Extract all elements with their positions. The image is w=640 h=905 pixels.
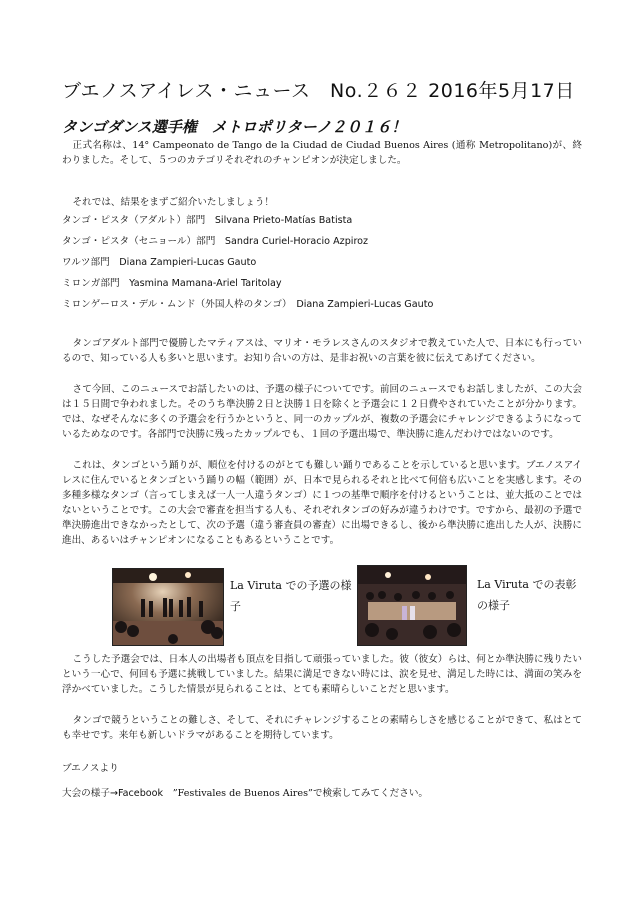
footer-text-a: 大会の様子→Facebook [62,788,173,799]
results-lead: それでは、結果をまずご紹介いたしましょう！ [72,197,275,208]
headline: タンゴダンス選手権 メトロポリターノ２０１６！ [62,118,407,136]
footer-text-c: で検索してみてください。 [312,788,429,799]
award-ceremony-photo [357,565,467,646]
paragraph-closing: タンゴで競うということの難しさ、そして、それにチャレンジすることの素晴らしさを感じることができて、私はとても幸せです。来年も新しいドラマがあることを期待しています。 [62,715,582,741]
result-item: ワルツ部門 Diana Zampieri-Lucas Gauto [62,257,257,268]
result-item: タンゴ・ピスタ（アダルト）部門 Silvana Prieto-Matías Batista [62,215,353,226]
photo-caption: La Viruta での予選の様子 [230,579,352,613]
paragraph-preliminaries: さて今回、このニュースでお話したいのは、予選の様子についてです。前回のニュースでもお話しましたが、この大会は１５日間で争われました。そのうち準決勝２日と決勝１日を除くと予選会に１２日費やされていたことが分かります。では、なぜそんなに多くの予選会を行うかというと、同一のカップルが、複数の予選会にチャレンジできるようになっているためなのです。各部門で決勝に残ったカップルでも、１回の予選出場で、準決勝に進んだわけではないのです。 [62,384,582,440]
result-item: ミロンガ部門 Yasmina Mamana-Ariel Taritolay [62,278,282,289]
paragraph-winner: タンゴアダルト部門で優勝したマティアスは、マリオ・モラレスさんのスタジオで教えていた人で、日本にも行っているので、知っている人も多いと思います。お知り合いの方は、是非お祝いの言葉を彼に伝えてあげてください。 [62,338,582,364]
facebook-note [62,785,428,799]
results-list [62,214,433,319]
paragraph-japanese-dancers: こうした予選会では、日本人の出場者も頂点を目指して頑張っていました。彼（彼女）らは、何とか準決勝に残りたいという一心で、何回も予選に挑戦していました。結果に満足できない時には、涙を見せ、満足した時には、満面の笑みを浮かべていました。こうした情景が見られることは、とても素晴らしいことだと思います。 [62,654,582,695]
paragraph-judging: これは、タンゴという踊りが、順位を付けるのがとても難しい踊りであることを示していると思います。ブエノスアイレスに住んでいるとタンゴという踊りの幅（範囲）が、日本で見られるそれと比べて何倍も広いことを実感します。その多種多様なタンゴ（言ってしまえば一人一人違うタンゴ）に１つの基準で順序を付けるということは、並大抵のことではないということです。この大会で審査を担当する人も、それぞれタンゴの好みが違うわけです。ですから、最初の予選で準決勝進出できなかったとして、次の予選（違う審査員の審査）に出場できるし、後から準決勝に進出した人が、決勝に進出、あるいはチャンピオンになることもあるということです。 [62,460,582,546]
facebook-page-name: ”Festivales de Buenos Aires” [172,788,313,799]
intro-text-c: が、終わりました。そして、５つのカテゴリそれぞれのチャンピオンが決定しました。 [62,140,583,166]
intro-paragraph [62,138,582,168]
result-item: ミロンゲーロス・デル・ムンド（外国人枠のタンゴ） Diana Zampieri-Lucas Gauto [62,299,434,310]
masthead: ブエノスアイレス・ニュース No.２６２ 2016年5月17日 [62,80,575,102]
preliminary-photo [112,568,224,646]
result-item: タンゴ・ピスタ（セニョール）部門 Sandra Curiel-Horacio Azpiroz [62,236,369,247]
intro-text-a: 正式名称は、 [72,140,133,151]
intro-official-name: 14° Campeonato de Tango de la Ciudad de Ciudad Buenos Aires (通称 Metropolitano) [132,140,553,151]
photo-caption: La Viruta での表彰の様子 [477,578,577,612]
signature: ブエノスより [62,763,119,774]
